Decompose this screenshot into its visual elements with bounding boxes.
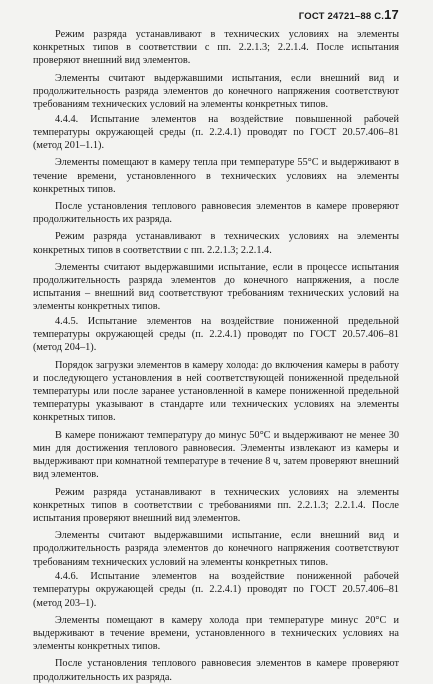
paragraph: Режим разряда устанавливают в технических условиях на элементы конкретных типов в соответствии с пп. 2.2.1.3; 2.2.1.4. (33, 231, 399, 256)
paragraph: Элементы считают выдержавшими испытание, если внешний вид и продолжительность разряда элементов до конечного напряжения соответствуют требованиям технических условий на элементы конкретных типов. (33, 530, 399, 568)
paragraph: Режим разряда устанавливают в технических условиях на элементы конкретных типов в соответствии с требованиями пп. 2.2.1.3; 2.2.1.4. После испытания проверяют внешний вид элементов. (33, 486, 399, 524)
page-number: 17 (384, 7, 399, 22)
paragraph: Элементы считают выдержавшими испытания, если внешний вид и продолжительность разряда элементов до конечного напряжения соответствуют требованиям технических условий на элементы конкретных типов. (33, 72, 399, 111)
paragraph: 4.4.5. Испытание элементов на воздействие пониженной предельной температуры окружающей среды (п. 2.2.4.1) проводят по ГОСТ 20.57.406–81 (метод 204–1). (33, 316, 399, 354)
paragraph: После установления теплового равновесия элементов в камере проверяют продолжительность их разряда. (33, 200, 399, 226)
paragraph: Элементы считают выдержавшими испытание, если в процессе испытания продолжительность разряда элементов до конечного напряжения, а после испытания – внешний вид соответствуют требованиям технических условий на элементы конкретных типов. (33, 261, 399, 313)
paragraph: 4.4.4. Испытание элементов на воздействие повышенной рабочей температуры окружающей среды (п. 2.2.4.1) проводят по ГОСТ 20.57.406–81 (метод 201–1.1). (33, 113, 399, 152)
paragraph: Элементы помещают в камеру холода при температуре минус 20°С и выдерживают в течение времени, установленного в технических условиях на элементы конкретных типов. (33, 614, 399, 653)
paragraph: В камере понижают температуру до минус 50°С и выдерживают не менее 30 мин для достижения теплового равновесия. Элементы извлекают из камеры и выдерживают при комнатной температуре в течение 8 ч, затем проверяют внешний вид элементов. (33, 429, 399, 481)
paragraph: 4.4.6. Испытание элементов на воздействие пониженной рабочей температуры окружающей среды (п. 2.2.4.1) проводят по ГОСТ 20.57.406–81 (метод 203–1). (33, 571, 399, 609)
paragraph: Порядок загрузки элементов в камеру холода: до включения камеры в работу и последующего установления в ней соответствующей пониженной предельной температуры или после заранее установленной в камере пониженной предельной температуры указывают в стандарте или технических условиях на элементы конкретных типов. (33, 359, 399, 424)
standard-designation: ГОСТ 24721–88 С. (298, 11, 385, 22)
paragraph: Режим разряда устанавливают в технических условиях на элементы конкретных типов в соответствии с пп. 2.2.1.3; 2.2.1.4. После испытания проверяют внешний вид элементов. (33, 29, 399, 67)
body-text (33, 28, 399, 684)
paragraph: После установления теплового равновесия элементов в камере проверяют продолжительность их разряда. (33, 658, 399, 683)
paragraph: Элементы помещают в камеру тепла при температуре 55°С и выдерживают в течение времени, установленного в технических условиях на элементы конкретных типов. (33, 157, 399, 195)
page-header (33, 8, 399, 24)
